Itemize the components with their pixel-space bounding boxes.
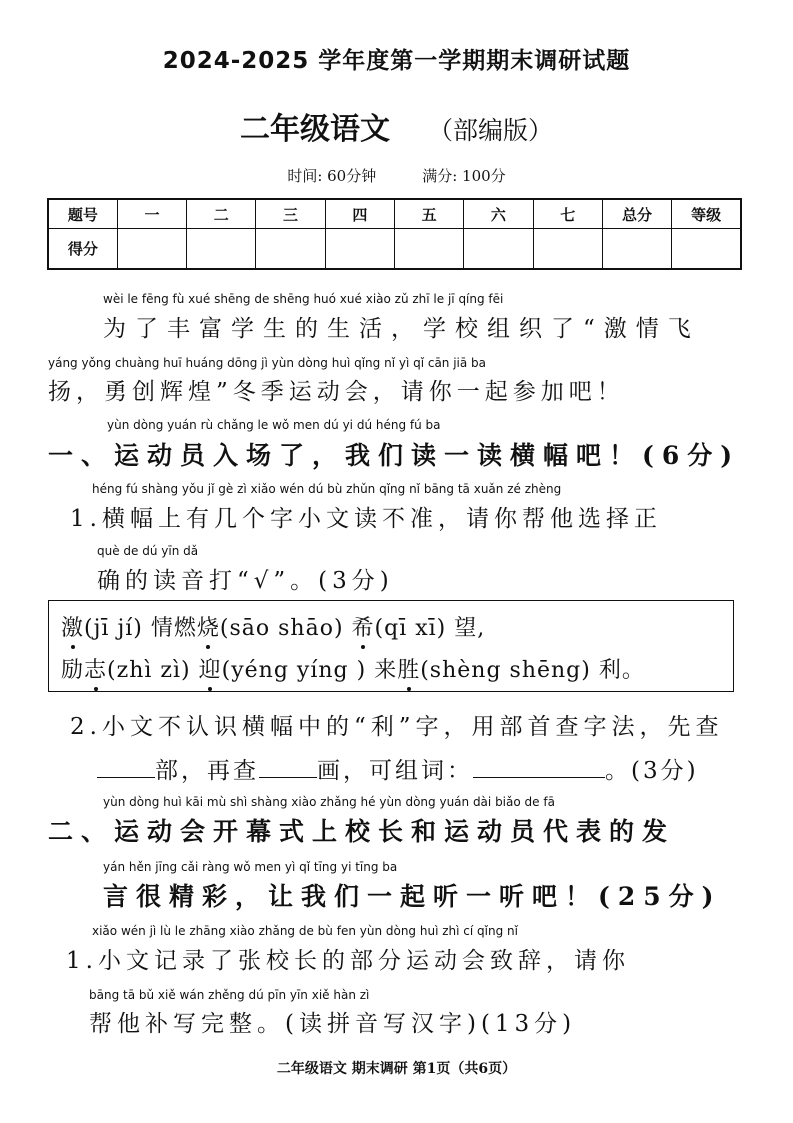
stroke-blank[interactable] <box>259 777 317 778</box>
dotted-char: 胜 <box>397 653 420 684</box>
edition-label: （部编版） <box>427 116 553 145</box>
intro-line-2: 扬，勇创辉煌”冬季运动会，请你一起参加吧！ <box>48 379 625 405</box>
option-text[interactable]: (sāo shāo) <box>219 616 352 641</box>
score-input-cell[interactable] <box>394 229 463 270</box>
dotted-char: 烧 <box>197 611 220 642</box>
score-table-score-row <box>48 229 741 270</box>
intro-line-1: 为了丰富学生的生活，学校组织了“激情飞 <box>103 316 700 342</box>
dotted-char: 志 <box>84 653 107 684</box>
s2q1-pinyin-1: xiǎo wén jì lù le zhāng xiào zhǎng de bù fen yùn dòng huì zhì cí qǐng nǐ <box>92 924 518 938</box>
section1-heading: 一、运动员入场了，我们读一读横幅吧！(6分) <box>48 441 741 470</box>
intro-pinyin-1: wèi le fēng fù xué shēng de shēng huó xué xiào zǔ zhī le jī qíng fēi <box>103 292 504 306</box>
score-input-cell[interactable] <box>533 229 602 270</box>
s2q1-line-1: 1.小文记录了张校长的部分运动会致辞，请你 <box>66 948 630 974</box>
box-line-1 <box>61 611 485 642</box>
option-text[interactable]: (qī xī) 望, <box>374 616 486 641</box>
full-score: 满分: 100分 <box>422 167 506 185</box>
box-line-2 <box>61 653 645 684</box>
score-row-label: 得分 <box>48 229 117 270</box>
section2-pinyin-2: yán hěn jīng cǎi ràng wǒ men yì qǐ tīng yi tīng ba <box>103 860 398 874</box>
score-cell: 二 <box>187 199 256 229</box>
score-cell: 题号 <box>48 199 117 229</box>
section2-pinyin-1: yùn dòng huì kāi mù shì shàng xiào zhǎng hé yùn dòng yuán dài biǎo de fā <box>103 795 555 809</box>
score-cell: 六 <box>464 199 533 229</box>
time-limit: 时间: 60分钟 <box>287 167 377 185</box>
dotted-char: 迎 <box>199 653 222 684</box>
score-table <box>47 198 742 270</box>
q1-pinyin-2: què de dú yīn dǎ <box>97 544 199 558</box>
q1-pinyin-1: héng fú shàng yǒu jǐ gè zì xiǎo wén dú bù zhǔn qǐng nǐ bāng tā xuǎn zé zhèng <box>92 482 562 496</box>
score-table-header-row <box>48 199 741 229</box>
score-cell: 总分 <box>602 199 671 229</box>
q2-line-1: 2.小文不认识横幅中的“利”字，用部首查字法，先查 <box>70 714 724 740</box>
score-input-cell[interactable] <box>672 229 741 270</box>
option-text[interactable]: (zhì zì) <box>107 658 199 683</box>
score-cell: 三 <box>256 199 325 229</box>
section1-pinyin: yùn dòng yuán rù chǎng le wǒ men dú yi dú héng fú ba <box>107 418 441 432</box>
score-input-cell[interactable] <box>602 229 671 270</box>
option-text[interactable]: (shèng shēng) 利。 <box>420 658 645 683</box>
q1-line-2: 确的读音打“√”。(3分) <box>97 568 394 594</box>
section2-heading-2: 言很精彩，让我们一起听一听吧！(25分) <box>103 882 722 911</box>
q2-text-3: 。(3分) <box>605 758 699 784</box>
subject-title <box>0 104 793 148</box>
score-input-cell[interactable] <box>117 229 186 270</box>
s2q1-line-2: 帮他补写完整。(读拼音写汉字)(13分) <box>89 1011 577 1037</box>
score-input-cell[interactable] <box>187 229 256 270</box>
q2-text-2: 画，可组词： <box>317 758 473 784</box>
option-text[interactable]: (yéng yíng ) 来 <box>221 658 398 683</box>
score-input-cell[interactable] <box>256 229 325 270</box>
exam-title: 2024-2025 学年度第一学期期末调研试题 <box>162 48 631 74</box>
q1-line-1: 1.横幅上有几个字小文读不准，请你帮他选择正 <box>70 506 662 532</box>
page-footer: 二年级语文 期末调研 第1页（共6页） <box>276 1061 517 1077</box>
score-cell: 五 <box>394 199 463 229</box>
plain-char: 励 <box>61 658 85 683</box>
pronunciation-box <box>48 600 734 692</box>
score-input-cell[interactable] <box>325 229 394 270</box>
score-cell: 七 <box>533 199 602 229</box>
score-cell: 四 <box>325 199 394 229</box>
score-cell: 等级 <box>672 199 741 229</box>
q2-line-2 <box>97 752 699 785</box>
subject-name: 二年级语文 <box>239 112 390 147</box>
radical-blank[interactable] <box>97 777 155 778</box>
intro-pinyin-2: yáng yǒng chuàng huī huáng dōng jì yùn dòng huì qǐng nǐ yì qǐ cān jiā ba <box>48 356 487 370</box>
word-blank[interactable] <box>473 777 605 778</box>
s2q1-pinyin-2: bāng tā bǔ xiě wán zhěng dú pīn yīn xiě hàn zì <box>89 988 370 1002</box>
dotted-char: 希 <box>352 611 375 642</box>
score-input-cell[interactable] <box>464 229 533 270</box>
section2-heading-1: 二、运动会开幕式上校长和运动员代表的发 <box>48 817 676 846</box>
q2-text-1: 部，再查 <box>155 758 259 784</box>
dotted-char: 激 <box>61 611 84 642</box>
score-cell: 一 <box>117 199 186 229</box>
option-text[interactable]: (jī jí) 情燃 <box>84 616 197 641</box>
time-score-line <box>0 165 793 186</box>
